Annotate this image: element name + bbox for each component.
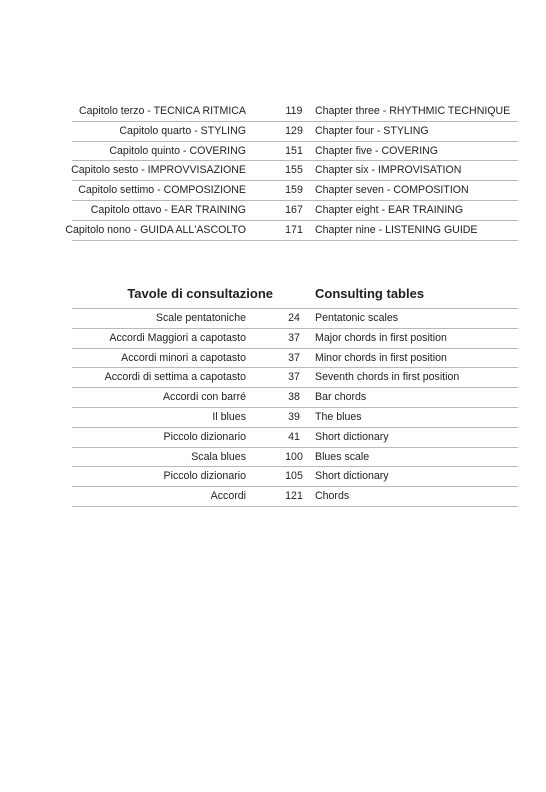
chapter-list (65, 102, 518, 241)
toc-entry-english: Chapter three - RHYTHMIC TECHNIQUE (315, 105, 511, 117)
toc-row-table (72, 349, 518, 369)
toc-page-number: 39 (288, 410, 300, 423)
section-heading-english: Consulting tables (315, 286, 425, 301)
toc-page-number: 105 (285, 470, 303, 483)
toc-entry-english: Chords (315, 490, 350, 503)
toc-entry-english: Chapter nine - LISTENING GUIDE (315, 223, 478, 236)
toc-page-number: 121 (285, 490, 303, 503)
toc-entry-italian: Capitolo sesto - IMPROVVISAZIONE (71, 164, 246, 177)
toc-entry-english: Minor chords in first position (315, 351, 447, 364)
toc-entry-english: Seventh chords in first position (315, 371, 460, 384)
toc-entry-italian: Capitolo ottavo - EAR TRAINING (90, 203, 246, 216)
toc-page-number: 171 (285, 223, 303, 236)
toc-row-chapter-7 (72, 181, 518, 201)
toc-entry-italian: Accordi (210, 490, 246, 503)
toc-entry-english: Blues scale (315, 450, 370, 463)
toc-row-chapter-5 (72, 142, 518, 162)
toc-row-table (72, 467, 518, 487)
toc-entry-italian: Capitolo terzo - TECNICA RITMICA (79, 105, 246, 117)
section-heading-italian: Tavole di consultazione (127, 286, 273, 301)
toc-page-number: 119 (285, 105, 303, 117)
toc-entry-italian: Piccolo dizionario (163, 470, 246, 483)
toc-page-number: 37 (288, 351, 300, 364)
toc-entry-english: Major chords in first position (315, 331, 447, 344)
toc-row-chapter-6 (72, 161, 518, 181)
toc-page-number: 167 (285, 203, 303, 216)
toc-row-table (72, 388, 518, 408)
toc-page-number: 41 (288, 430, 300, 443)
toc-row-table (72, 329, 518, 349)
toc-row-table (72, 448, 518, 468)
consulting-tables-section (72, 285, 518, 507)
toc-entry-italian: Capitolo settimo - COMPOSIZIONE (78, 184, 246, 197)
section-heading (72, 285, 518, 309)
toc-entry-english: Short dictionary (315, 430, 389, 443)
toc-page-number: 129 (285, 124, 303, 137)
toc-entry-english: Short dictionary (315, 470, 389, 483)
toc-entry-english: Bar chords (315, 391, 367, 404)
toc-entry-italian: Accordi minori a capotasto (121, 351, 246, 364)
toc-page-number: 24 (288, 312, 300, 324)
toc-page-number: 159 (285, 184, 303, 197)
toc-entry-english: Chapter four - STYLING (315, 124, 429, 137)
toc-entry-italian: Accordi di settima a capotasto (104, 371, 246, 384)
toc-row-table (72, 368, 518, 388)
toc-row-chapter-8 (72, 201, 518, 221)
toc-row-chapter-9 (65, 221, 518, 241)
toc-entry-english: The blues (315, 410, 362, 423)
toc-entry-english: Pentatonic scales (315, 312, 399, 324)
toc-page-number: 38 (288, 391, 300, 404)
toc-page-number: 151 (285, 144, 303, 157)
toc-entry-italian: Accordi con barré (162, 391, 246, 404)
toc-entry-italian: Capitolo nono - GUIDA ALL'ASCOLTO (65, 223, 246, 236)
toc-entry-italian: Scale pentatoniche (155, 312, 246, 324)
toc-row-table (72, 487, 518, 507)
toc-row-table (72, 428, 518, 448)
toc-page-number: 37 (288, 331, 300, 344)
toc-row-table (72, 309, 518, 329)
toc-row-table (72, 408, 518, 428)
toc-page-number: 100 (285, 450, 303, 463)
toc-row-chapter-4 (72, 122, 518, 142)
toc-page-number: 37 (288, 371, 300, 384)
toc-entry-italian: Capitolo quarto - STYLING (119, 124, 246, 137)
toc-entry-italian: Accordi Maggiori a capotasto (109, 331, 246, 344)
toc-entry-italian: Piccolo dizionario (163, 430, 246, 443)
toc-entry-italian: Scala blues (191, 450, 246, 463)
toc-entry-english: Chapter eight - EAR TRAINING (315, 203, 464, 216)
toc-entry-english: Chapter five - COVERING (315, 144, 439, 157)
toc-entry-english: Chapter seven - COMPOSITION (315, 184, 469, 197)
toc-entry-italian: Il blues (212, 410, 246, 423)
toc-entry-english: Chapter six - IMPROVISATION (315, 164, 462, 177)
toc-page-number: 155 (285, 164, 303, 177)
toc-entry-italian: Capitolo quinto - COVERING (109, 144, 246, 157)
toc-row-chapter-3 (72, 102, 518, 122)
